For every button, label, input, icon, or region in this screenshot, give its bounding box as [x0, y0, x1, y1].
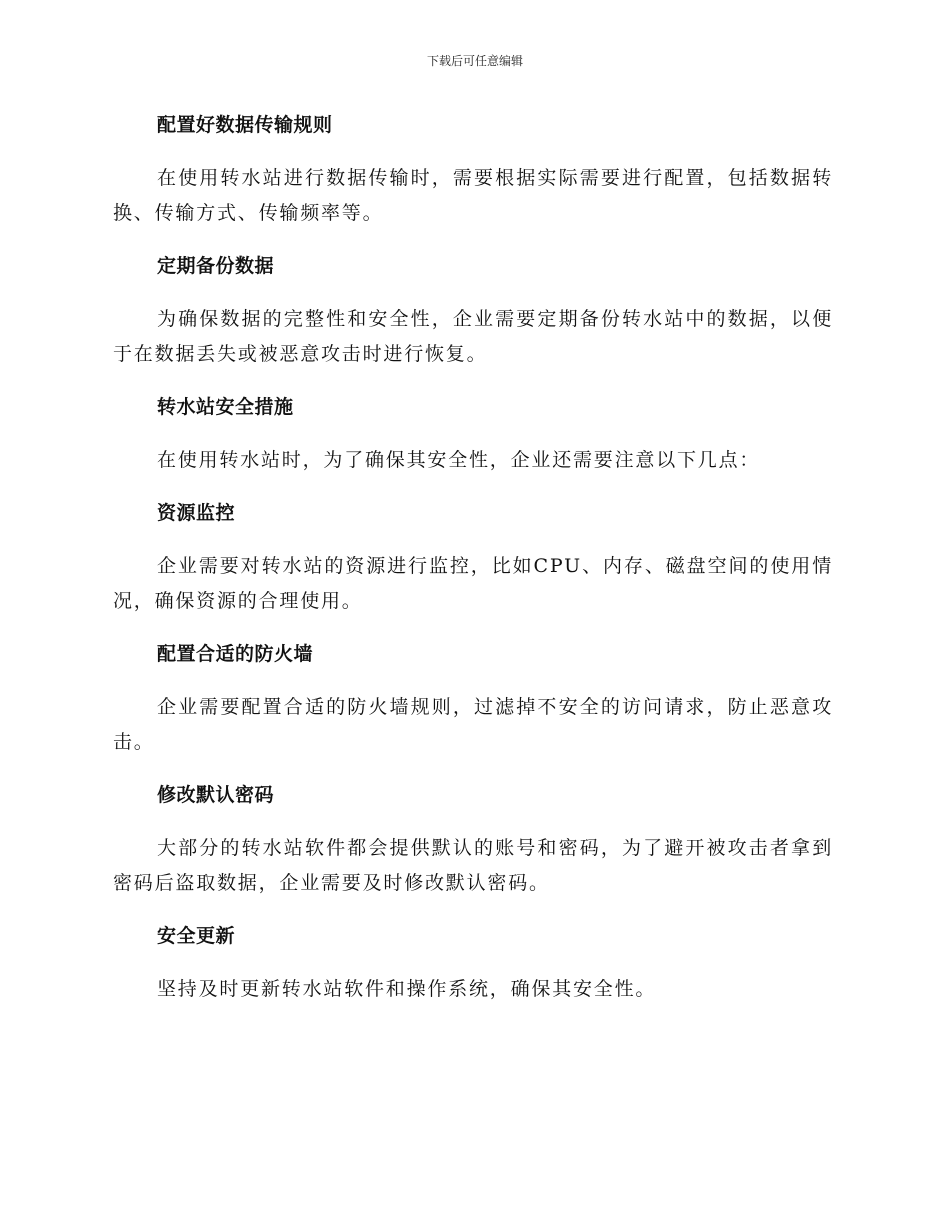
- page-header: 下载后可任意编辑: [426, 54, 523, 68]
- section-heading: 修改默认密码: [157, 784, 275, 806]
- section-heading: 资源监控: [157, 502, 236, 524]
- section-paragraph: 企业需要对转水站的资源进行监控，比如CPU、内存、磁盘空间的使用情况，确保资源的合理使用。: [113, 555, 833, 612]
- section-paragraph: 大部分的转水站软件都会提供默认的账号和密码，为了避开被攻击者拿到密码后盗取数据，企业需要及时修改默认密码。: [113, 837, 833, 894]
- section-paragraph: 为确保数据的完整性和安全性，企业需要定期备份转水站中的数据，以便于在数据丢失或被恶意攻击时进行恢复。: [113, 308, 833, 365]
- section-paragraph: 在使用转水站时，为了确保其安全性，企业还需要注意以下几点：: [157, 449, 761, 471]
- section-heading: 转水站安全措施: [157, 396, 294, 418]
- section-heading: 安全更新: [157, 925, 236, 947]
- section-paragraph: 企业需要配置合适的防火墙规则，过滤掉不安全的访问请求，防止恶意攻击。: [113, 696, 833, 753]
- section-heading: 定期备份数据: [157, 255, 275, 277]
- document-body: [113, 106, 833, 1007]
- section-heading: 配置合适的防火墙: [157, 643, 314, 665]
- section-heading: 配置好数据传输规则: [157, 114, 333, 136]
- section-paragraph: 在使用转水站进行数据传输时，需要根据实际需要进行配置，包括数据转换、传输方式、传输频率等。: [113, 167, 833, 224]
- section-paragraph: 坚持及时更新转水站软件和操作系统，确保其安全性。: [157, 978, 657, 1000]
